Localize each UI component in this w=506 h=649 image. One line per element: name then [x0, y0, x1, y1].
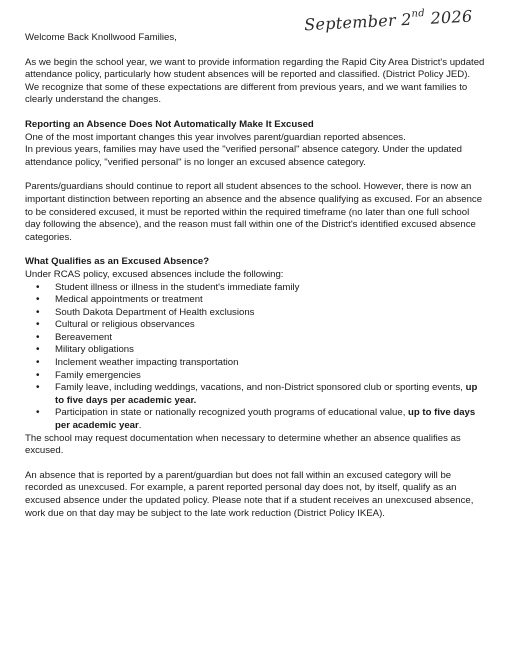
- excused-closing: The school may request documentation when necessary to determine whether an absence qualifies as excused.: [25, 432, 461, 457]
- reporting-line-2: In previous years, families may have used the "verified personal" absence category. Under the updated attendance policy, "verified personal" is no longer an excused absence category.: [25, 144, 462, 168]
- list-item-emphasis: up to five days per academic year.: [55, 382, 478, 406]
- section-heading-reporting: Reporting an Absence Does Not Automatically Make It Excused: [25, 118, 314, 130]
- list-item: • Student illness or illness in the student's immediate family: [25, 282, 485, 295]
- final-paragraph: An absence that is reported by a parent/guardian but does not fall within an excused category will be recorded as unexcused. For example, a parent reported personal day does not, by itself, qualify as an excused absence under the updated policy. Please note that if a student receives an unexcused absence, work due on that day may be subject to the late work reduction (District Policy IKEA).: [25, 469, 474, 519]
- excused-list: [25, 282, 485, 433]
- date-main: September 2: [303, 9, 412, 35]
- list-item: • Family emergencies: [25, 370, 485, 383]
- list-item: • South Dakota Department of Health exclusions: [25, 307, 485, 320]
- handwritten-date: [303, 6, 473, 35]
- section-heading-excused: What Qualifies as an Excused Absence?: [25, 256, 210, 268]
- list-item: • Military obligations: [25, 344, 485, 357]
- intro-paragraph: As we begin the school year, we want to provide information regarding the Rapid City Area District's updated attendance policy, particularly how student absences will be reported and classified. (District Policy JED). We recognize that some of these expectations are different from previous years, and we want families to clearly understand the changes.: [25, 56, 485, 106]
- list-item: • Participation in state or nationally recognized youth programs of educational value, up to five days per academic year.: [25, 407, 485, 432]
- reporting-line-1: One of the most important changes this year involves parent/guardian reported absences.: [25, 131, 406, 143]
- list-item: • Cultural or religious observances: [25, 319, 485, 332]
- list-item-emphasis: up to five days per academic year: [55, 407, 476, 432]
- date-suffix: nd: [410, 8, 425, 20]
- date-year: 2026: [429, 6, 473, 28]
- greeting: Welcome Back Knollwood Families,: [25, 32, 177, 43]
- letter-body: [25, 32, 485, 520]
- excused-lead: Under RCAS policy, excused absences include the following:: [25, 268, 284, 280]
- list-item: • Inclement weather impacting transportation: [25, 357, 485, 370]
- list-item: • Family leave, including weddings, vacations, and non-District sponsored club or sporting events, up to five days per academic year.: [25, 382, 485, 407]
- reporting-paragraph-2: Parents/guardians should continue to report all student absences to the school. However, there is now an important distinction between reporting an absence and the absence qualifying as excused. For an absence to be considered excused, it must be reported within the required timeframe (no later than one full school day following the absence), and the reason must fall within one of the District's identified excused absence categories.: [25, 181, 483, 243]
- list-item: • Bereavement: [25, 332, 485, 345]
- list-item: • Medical appointments or treatment: [25, 294, 485, 307]
